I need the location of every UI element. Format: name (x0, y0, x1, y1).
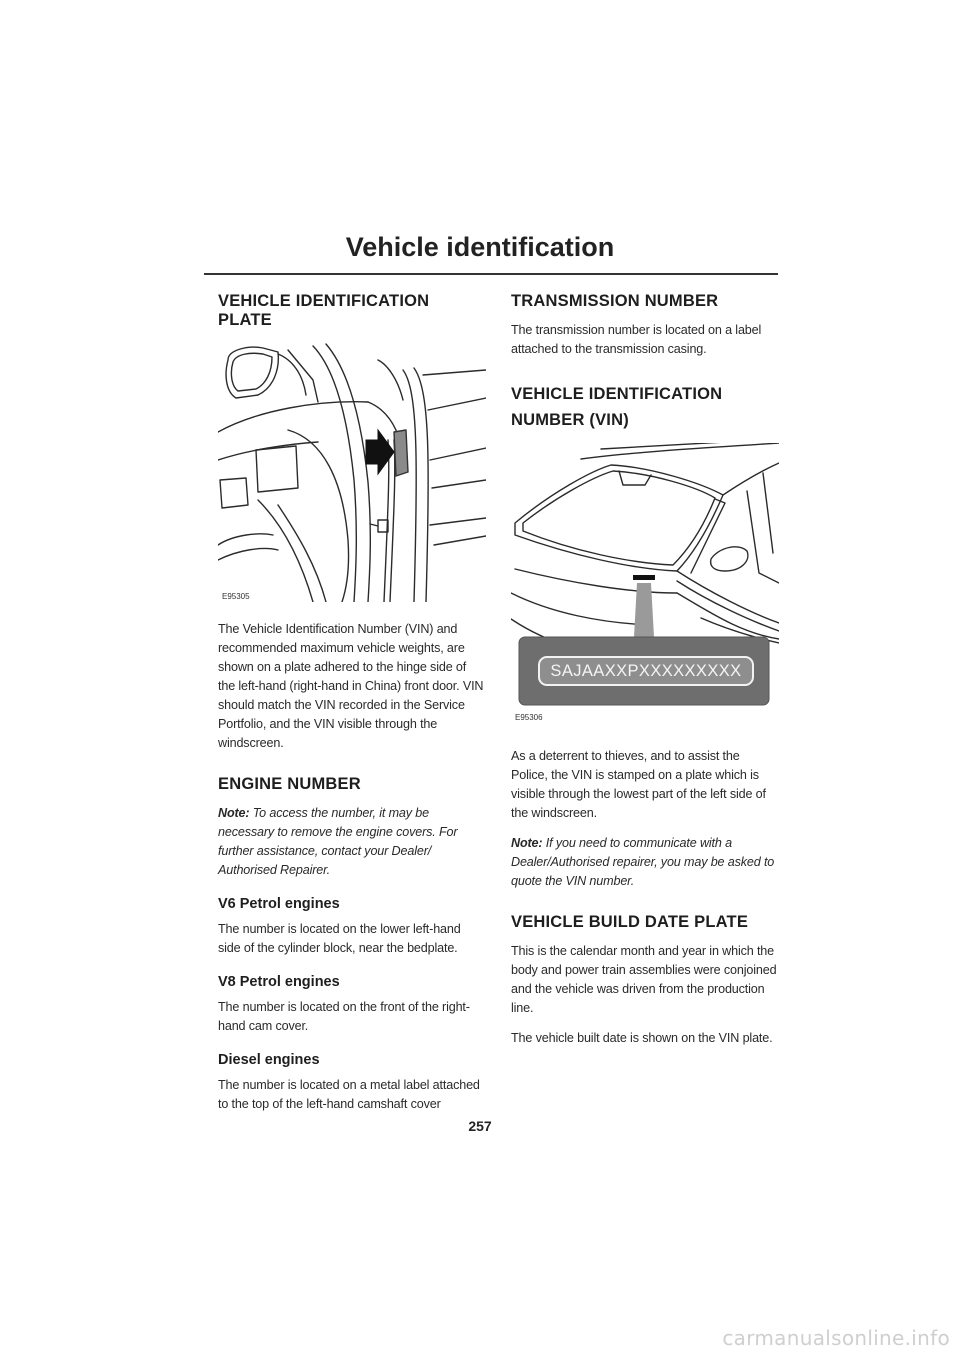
right-column (511, 292, 779, 1059)
vin-note (511, 834, 779, 891)
v6-body: The number is located on the lower left-hand side of the cylinder block, near the bedplate. (218, 922, 461, 955)
page-number: 257 (468, 1118, 492, 1134)
heading-v6: V6 Petrol engines (218, 896, 340, 912)
note-label: Note: (511, 836, 543, 850)
callout-beam (634, 583, 654, 637)
note-label: Note: (218, 806, 250, 820)
vin-location-marker (633, 575, 655, 580)
vin-body: As a deterrent to thieves, and to assist the Police, the VIN is stamped on a plate which is visible through the lowest part of the left side of the windscreen. (511, 749, 766, 820)
heading-v8: V8 Petrol engines (218, 974, 340, 990)
heading-vin-plate: VEHICLE IDENTIFICATION PLATE (218, 292, 430, 329)
vin-plate-body: The Vehicle Identification Number (VIN) and recommended maximum vehicle weights, are shown on a plate adhered to the hinge side of the left-hand (right-hand in China) front door. VIN should match the VIN recorded in the Service Portfolio, and the VIN visible through the windscreen. (218, 622, 484, 750)
note-text: If you need to communicate with a Dealer/Authorised repairer, you may be asked to quote the VIN number. (511, 836, 775, 888)
heading-build-date: VEHICLE BUILD DATE PLATE (511, 913, 749, 931)
pointer-arrow-icon (366, 430, 394, 474)
transmission-body: The transmission number is located on a label attached to the transmission casing. (511, 323, 762, 356)
title-rule (204, 273, 778, 275)
heading-transmission: TRANSMISSION NUMBER (511, 292, 719, 310)
figure-door-hinge (218, 340, 486, 602)
heading-diesel: Diesel engines (218, 1052, 320, 1068)
windscreen-illustration (511, 443, 779, 729)
build-date-body-1: This is the calendar month and year in which the body and power train assemblies were conjoined and the vehicle was driven from the production line. (511, 944, 777, 1015)
figure-code: E95305 (222, 592, 250, 601)
note-text: To access the number, it may be necessary to remove the engine covers. For further assistance, contact your Dealer/ Authorised Repairer. (218, 806, 458, 877)
door-hinge-illustration (218, 340, 486, 602)
page-title: Vehicle identification (345, 232, 615, 262)
vin-label: SAJAAXXPXXXXXXXXX (550, 662, 742, 680)
figure-windscreen (511, 443, 779, 729)
watermark: carmanualsonline.info (722, 1326, 950, 1350)
heading-vin: VEHICLE IDENTIFICATION NUMBER (VIN) (511, 385, 723, 429)
build-date-body-2: The vehicle built date is shown on the VIN plate. (511, 1031, 773, 1045)
v8-body: The number is located on the front of the right-hand cam cover. (218, 1000, 470, 1033)
diesel-body: The number is located on a metal label attached to the top of the left-hand camshaft cover (218, 1078, 480, 1111)
heading-engine-number: ENGINE NUMBER (218, 775, 361, 793)
figure-code: E95306 (515, 713, 543, 722)
engine-note (218, 804, 486, 880)
left-column (218, 292, 486, 1125)
